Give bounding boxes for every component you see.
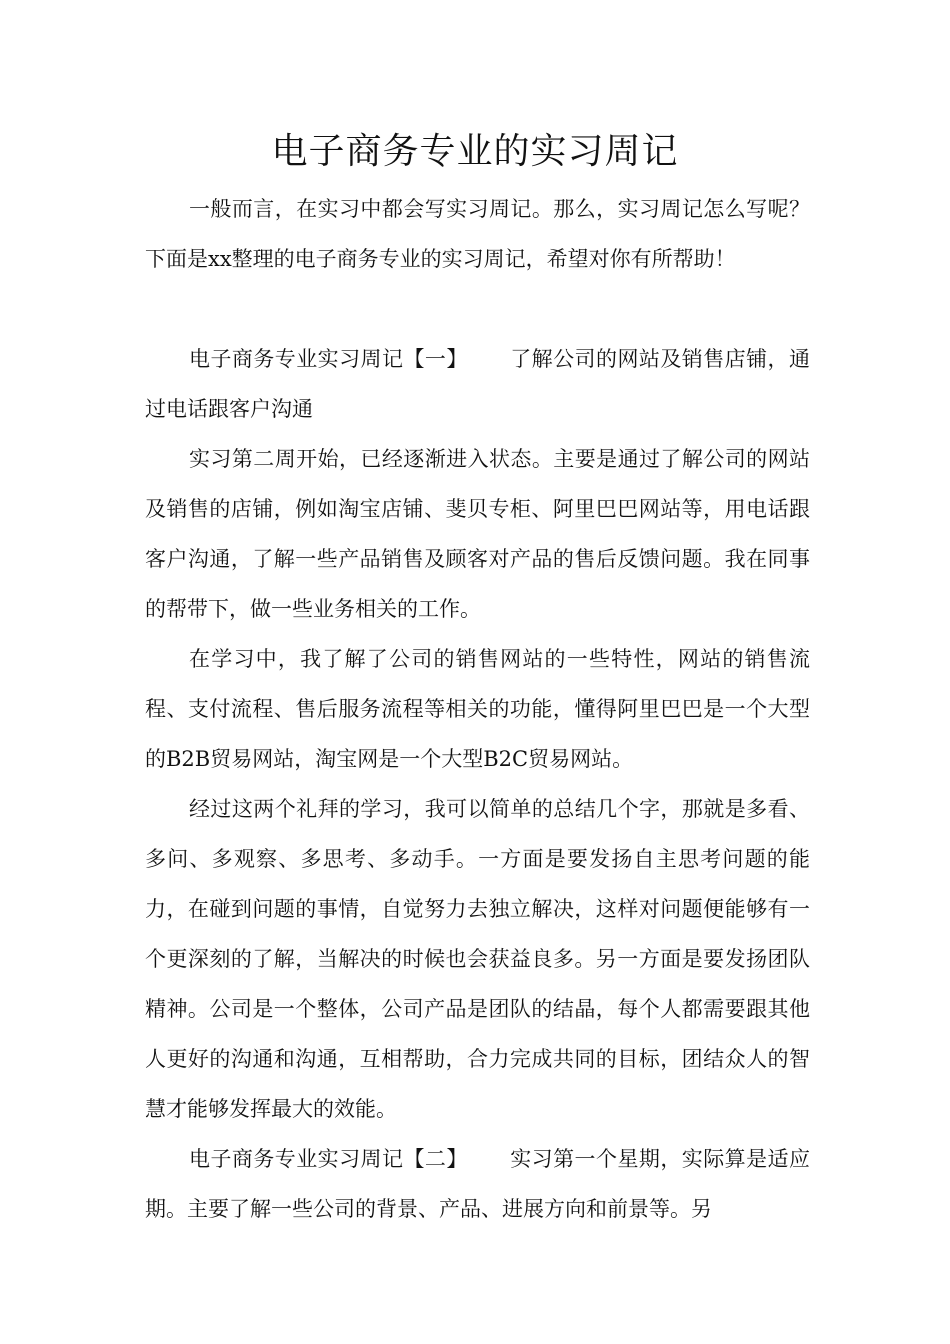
section-1-heading-label: 电子商务专业实习周记【一】 [189,347,468,371]
section-2-heading-label: 电子商务专业实习周记【二】 [189,1147,468,1171]
paragraph-spacer [145,284,810,334]
section-1-paragraph-2: 在学习中，我了解了公司的销售网站的一些特性，网站的销售流程、支付流程、售后服务流程等相关的功能，懂得阿里巴巴是一个大型的B2B贸易网站，淘宝网是一个大型B2C贸易网站。 [145,647,810,771]
section-2-heading-tail: 实习第一个星期，实际算是适应期。主要了解一些公司的背景、产品、进展方向和前景等。另 [145,1147,811,1221]
intro-paragraph: 一般而言，在实习中都会写实习周记。那么，实习周记怎么写呢？下面是xx整理的电子商务专业的实习周记，希望对你有所帮助！ [145,197,810,271]
section-1-heading [145,334,810,434]
section-1-paragraph-3: 经过这两个礼拜的学习，我可以简单的总结几个字，那就是多看、多问、多观察、多思考、多动手。一方面是要发扬自主思考问题的能力，在碰到问题的事情，自觉努力去独立解决，这样对问题便能够有一个更深刻的了解，当解决的时候也会获益良多。另一方面是要发扬团队精神。公司是一个整体，公司产品是团队的结晶，每个人都需要跟其他人更好的沟通和沟通，互相帮助，合力完成共同的目标，团结众人的智慧才能够发挥最大的效能。 [145,797,810,1121]
document-title: 电子商务专业的实习周记 [271,131,679,172]
section-2-heading [145,1134,810,1234]
document-body [145,184,810,1234]
section-1-paragraph-1: 实习第二周开始，已经逐渐进入状态。主要是通过了解公司的网站及销售的店铺，例如淘宝店铺、斐贝专柜、阿里巴巴网站等，用电话跟客户沟通，了解一些产品销售及顾客对产品的售后反馈问题。我在同事的帮带下，做一些业务相关的工作。 [145,447,810,621]
section-1-heading-tail: 了解公司的网站及销售店铺，通过电话跟客户沟通 [145,347,811,421]
